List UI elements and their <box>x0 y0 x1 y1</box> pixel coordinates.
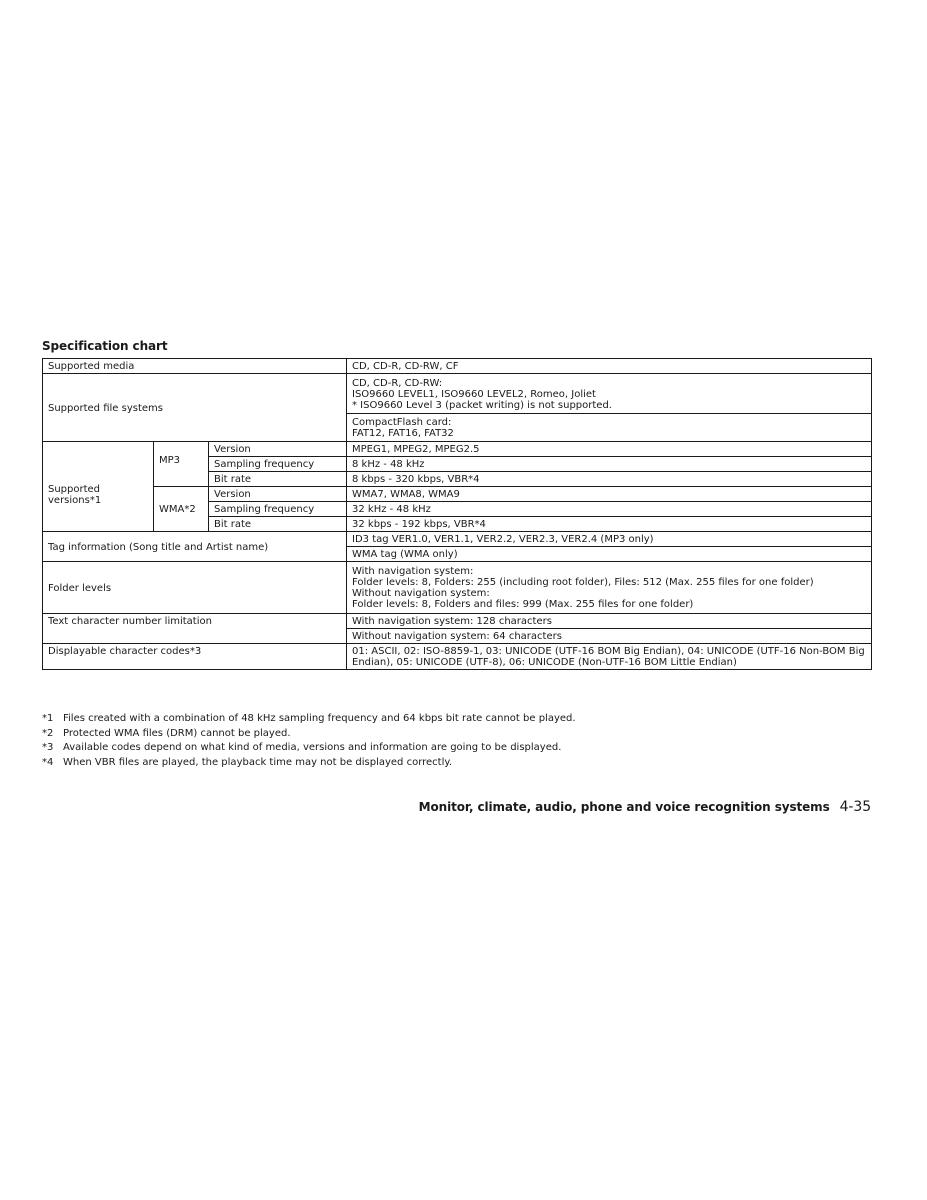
footnotes <box>42 712 576 770</box>
table-row <box>43 442 872 457</box>
row-value-character-codes: 01: ASCII, 02: ISO-8859-1, 03: UNICODE (UTF-16 BOM Big Endian), 04: UNICODE (UTF-16 Non-BOM Big Endian), 05: UNICODE (UTF-8), 06: UNICODE (Non-UTF-16 BOM Little Endian) <box>347 644 872 670</box>
footnote-text: When VBR files are played, the playback time may not be displayed correctly. <box>63 756 453 768</box>
footnote <box>42 741 576 756</box>
row-label-supported-file-systems: Supported file systems <box>43 374 347 442</box>
specification-table <box>42 358 872 670</box>
footnote-mark: *4 <box>42 756 54 768</box>
table-row <box>43 487 872 502</box>
table-row <box>43 644 872 670</box>
footnote-text: Protected WMA files (DRM) cannot be played. <box>63 727 291 739</box>
row-value-tag-id3: ID3 tag VER1.0, VER1.1, VER2.2, VER2.3, VER2.4 (MP3 only) <box>347 532 872 547</box>
row-value-supported-media: CD, CD-R, CD-RW, CF <box>347 359 872 374</box>
footnote-mark: *1 <box>42 713 54 724</box>
row-label-character-codes: Displayable character codes*3 <box>43 644 347 670</box>
row-value-text-limit-nav: With navigation system: 128 characters <box>347 614 872 629</box>
row-label-folder-levels: Folder levels <box>43 562 347 614</box>
mp3-version-value: MPEG1, MPEG2, MPEG2.5 <box>347 442 872 457</box>
codec-label-wma: WMA*2 <box>154 487 209 532</box>
mp3-sampling-value: 8 kHz - 48 kHz <box>347 457 872 472</box>
mp3-bitrate-label: Bit rate <box>209 472 347 487</box>
table-row <box>43 562 872 614</box>
page-number: 4-35 <box>839 799 871 815</box>
footnote <box>42 756 576 771</box>
wma-sampling-label: Sampling frequency <box>209 502 347 517</box>
footnote-mark: *3 <box>42 742 54 753</box>
mp3-bitrate-value: 8 kbps - 320 kbps, VBR*4 <box>347 472 872 487</box>
row-label-supported-versions: Supported versions*1 <box>43 442 154 532</box>
wma-bitrate-label: Bit rate <box>209 517 347 532</box>
footnote-mark: *2 <box>42 727 54 739</box>
row-label-supported-media: Supported media <box>43 359 347 374</box>
footnote-text: Files created with a combination of 48 kHz sampling frequency and 64 kbps bit rate cannot be played. <box>63 713 576 724</box>
footnote <box>42 727 576 742</box>
row-label-text-limit: Text character number limitation <box>43 614 347 644</box>
row-label-tag-information: Tag information (Song title and Artist name) <box>43 532 347 562</box>
wma-version-label: Version <box>209 487 347 502</box>
table-row <box>43 614 872 629</box>
row-value-file-systems-cf: CompactFlash card: FAT12, FAT16, FAT32 <box>347 414 872 442</box>
page-title: Specification chart <box>42 339 168 353</box>
footnote <box>42 712 576 727</box>
wma-version-value: WMA7, WMA8, WMA9 <box>347 487 872 502</box>
page-footer <box>419 799 871 815</box>
row-value-file-systems-cd: CD, CD-R, CD-RW: ISO9660 LEVEL1, ISO9660 LEVEL2, Romeo, Joliet * ISO9660 Level 3 (packet writing) is not supported. <box>347 374 872 414</box>
footnote-text: Available codes depend on what kind of media, versions and information are going to be displayed. <box>63 742 562 753</box>
table-row <box>43 532 872 547</box>
wma-sampling-value: 32 kHz - 48 kHz <box>347 502 872 517</box>
mp3-sampling-label: Sampling frequency <box>209 457 347 472</box>
row-value-folder-levels: With navigation system: Folder levels: 8, Folders: 255 (including root folder), Files: 512 (Max. 255 files for one folder) Without navigation system: Folder levels: 8, Folders and files: 999 (Max. 255 files for one folder) <box>347 562 872 614</box>
mp3-version-label: Version <box>209 442 347 457</box>
codec-label-mp3: MP3 <box>154 442 209 487</box>
table-row <box>43 374 872 414</box>
section-title: Monitor, climate, audio, phone and voice recognition systems <box>418 800 830 814</box>
row-value-text-limit-no-nav: Without navigation system: 64 characters <box>347 629 872 644</box>
row-value-tag-wma: WMA tag (WMA only) <box>347 547 872 562</box>
table-row <box>43 359 872 374</box>
wma-bitrate-value: 32 kbps - 192 kbps, VBR*4 <box>347 517 872 532</box>
